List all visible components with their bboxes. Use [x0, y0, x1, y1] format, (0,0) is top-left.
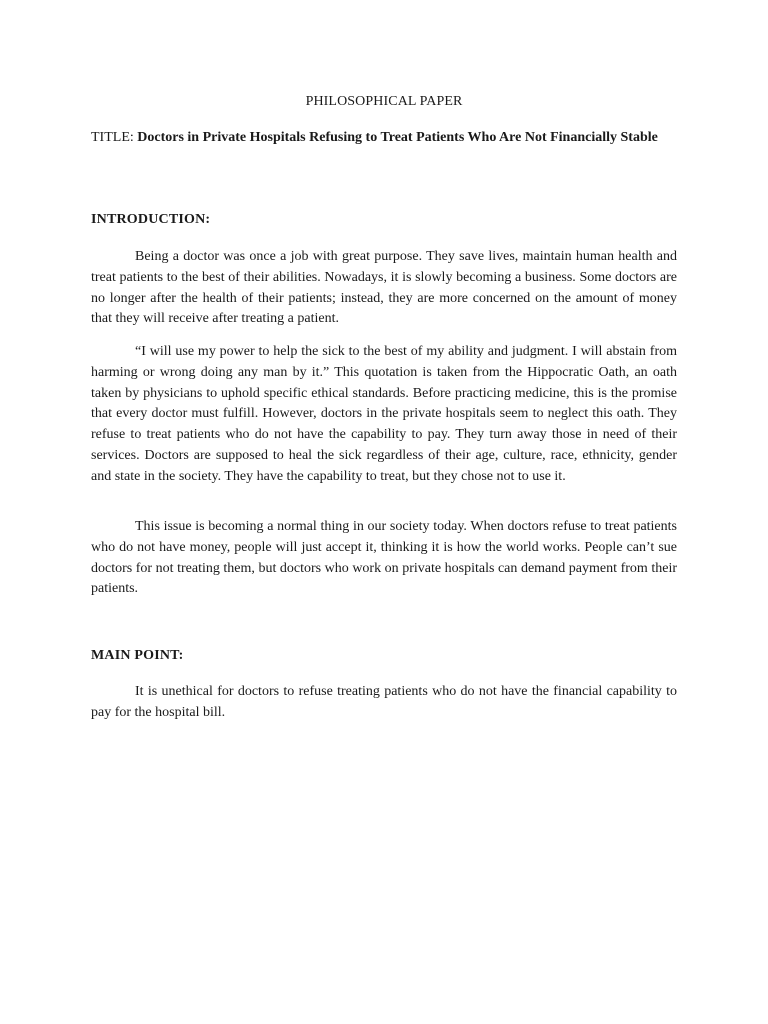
title-block: [91, 127, 677, 148]
introduction-paragraph-2: “I will use my power to help the sick to the best of my ability and judgment. I will abstain from harming or wrong doing any man by it.” This quotation is taken from the Hippocratic Oath, an oath taken by physicians to uphold specific ethical standards. Before practicing medicine, this is the promise that every doctor must fulfill. However, doctors in the private hospitals seem to neglect this oath. They refuse to treat patients who do not have the capability to pay. They turn away those in need of their services. Doctors are supposed to heal the sick regardless of their age, culture, race, ethnicity, gender and state in the society. They have the capability to treat, but they chose not to use it.: [91, 344, 677, 484]
introduction-paragraph-1: Being a doctor was once a job with great purpose. They save lives, maintain human health and treat patients to the best of their abilities. Nowadays, it is slowly becoming a business. Some doctors are no longer after the health of their patients; instead, they are more concerned on the amount of money that they will receive after treating a patient.: [91, 249, 677, 327]
introduction-paragraph-3: This issue is becoming a normal thing in our society today. When doctors refuse to treat patients who do not have money, people will just accept it, thinking it is how the world works. People can’t sue doctors for not treating them, but doctors who work on private hospitals can demand payment from their patients.: [91, 519, 677, 597]
main-point-paragraph-1: It is unethical for doctors to refuse treating patients who do not have the financial capability to pay for the hospital bill.: [91, 684, 677, 720]
introduction-heading: INTRODUCTION:: [91, 212, 211, 227]
document-heading: PHILOSOPHICAL PAPER: [305, 94, 463, 109]
title-text: Doctors in Private Hospitals Refusing to Treat Patients Who Are Not Financially Stable: [137, 130, 658, 145]
main-point-heading: MAIN POINT:: [91, 648, 184, 663]
title-label: TITLE:: [91, 130, 134, 145]
